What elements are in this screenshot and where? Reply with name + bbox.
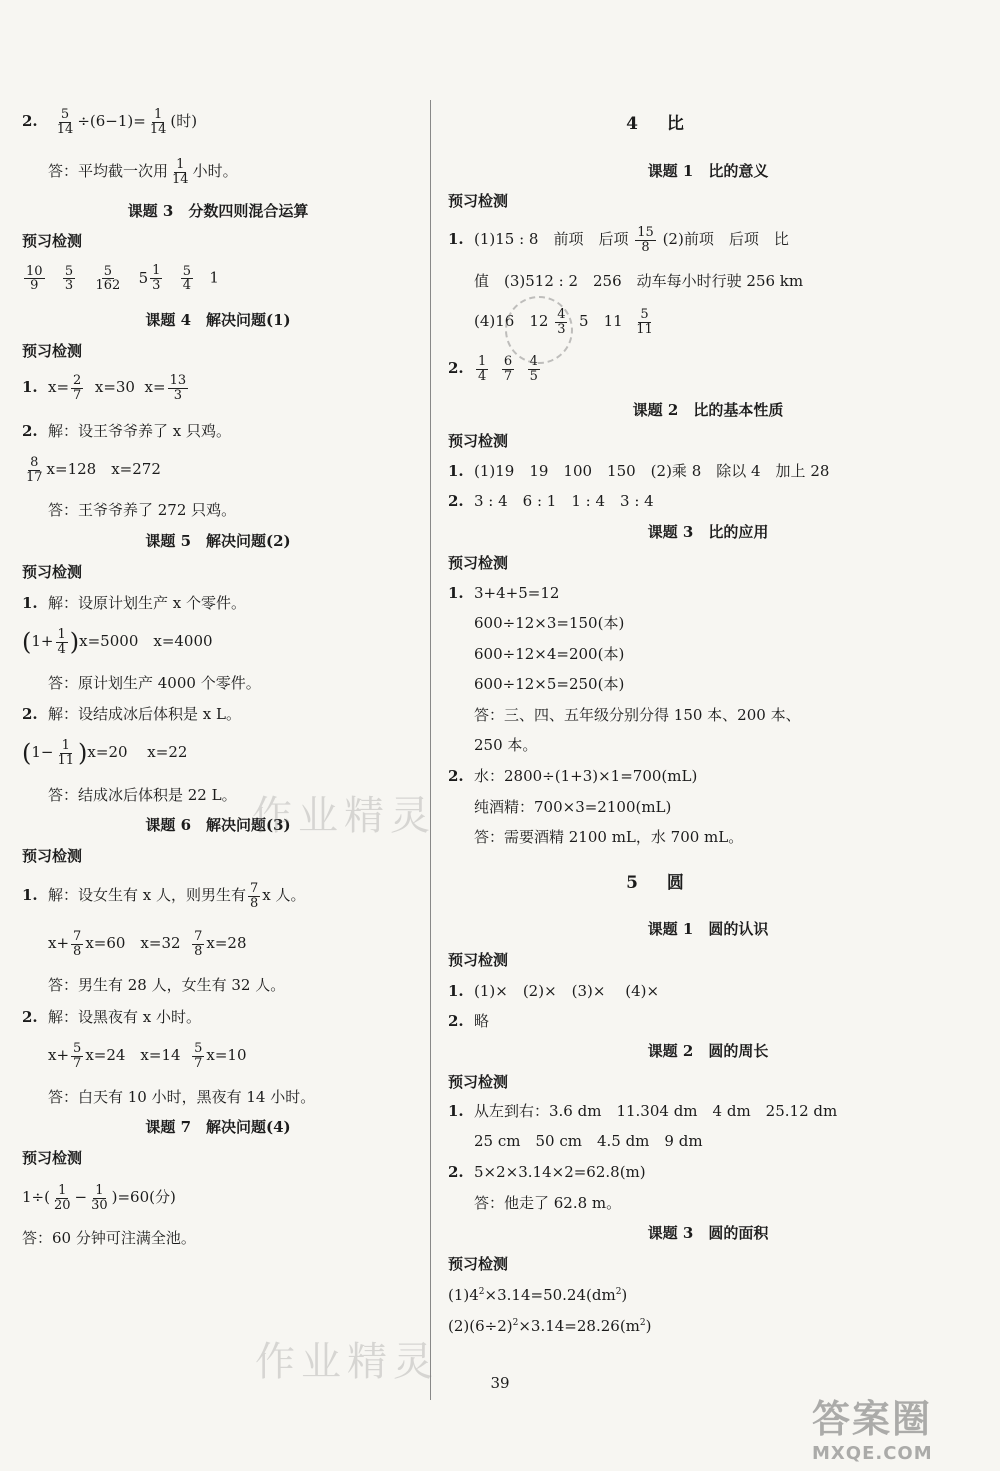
answer-line: $(2)(6\div 2)^2\times 3.14=28.26(m^2)$ <box>448 1317 652 1335</box>
lesson-heading: 课题 6 解决问题(3) <box>145 816 291 834</box>
lesson-heading: 课题 2 圆的周长 <box>647 1042 769 1060</box>
fraction: $\frac{5}{14}$ <box>56 107 74 137</box>
answer-line: 2. 解：设王爷爷养了 x 只鸡。 <box>22 422 231 440</box>
lesson-heading: 课题 3 圆的面积 <box>647 1224 769 1242</box>
answer-line: 2. $\frac{1}{4}$ $\frac{6}{7}$ $\frac{4}{5}$ <box>448 354 538 384</box>
answer-line: 2. 略 <box>448 1012 490 1030</box>
answer-line: (1+ $\frac{1}{4}$ )x=5000 x=4000 <box>22 627 213 657</box>
answer-line: 纯酒精：700×3=2100(mL) <box>474 798 672 816</box>
lesson-heading: 课题 1 比的意义 <box>647 162 769 180</box>
watermark: 作业精灵 <box>255 1339 439 1385</box>
answer-line: 2. 解：设黑夜有 x 小时。 <box>22 1008 201 1026</box>
watermark: 作业精灵 <box>252 793 436 839</box>
answer-line: 600÷12×3=150(本) <box>474 614 625 632</box>
answer-line: $\frac{10}{9}$ $\frac{5}{3}$ $\frac{5}{162}$ 5 $\frac{1}{3}$ $\frac{5}{4}$ 1 <box>26 263 219 294</box>
answer-line: 2. 解：设结成冰后体积是 x L。 <box>22 705 241 723</box>
answer-line: $(1)4^2\times 3.14=50.24(dm^2)$ <box>448 1286 628 1304</box>
answer-line: 答：原计划生产 4000 个零件。 <box>48 674 261 692</box>
answer-line: 2. $\frac{5}{14}$ ÷(6−1)= $\frac{1}{14}$ (时) <box>22 107 198 137</box>
section-label: 预习检测 <box>22 847 83 865</box>
site-logo <box>812 1388 988 1463</box>
answer-line: 答：结成冰后体积是 22 L。 <box>48 786 237 804</box>
lesson-heading: 课题 3 比的应用 <box>647 523 769 541</box>
answer-line: 1. 解：设原计划生产 x 个零件。 <box>22 594 246 612</box>
section-label: 预习检测 <box>448 432 509 450</box>
lesson-heading: 课题 2 比的基本性质 <box>632 401 784 419</box>
answer-line: 答：三、四、五年级分别分得 150 本、200 本、 <box>474 706 801 724</box>
chapter-heading: 4 比 <box>626 114 690 134</box>
lesson-heading: 课题 4 解决问题(1) <box>145 311 291 329</box>
lesson-heading: 课题 3 分数四则混合运算 <box>127 202 309 220</box>
answer-line: 1. x= $\frac{2}{7}$ x=30 x= $\frac{13}{3}$ <box>22 373 187 403</box>
answer-line: $\frac{8}{17}$ x=128 x=272 <box>26 455 161 485</box>
answer-line: 2. 水：2800÷(1+3)×1=700(mL) <box>448 767 698 785</box>
answer-line: 答：60 分钟可注满全池。 <box>22 1229 196 1247</box>
answer-line: 1. (1)19 19 100 150 (2)乘 8 除以 4 加上 28 <box>448 462 830 480</box>
answer-line: 250 本。 <box>474 736 538 754</box>
section-label: 预习检测 <box>22 232 83 250</box>
section-label: 预习检测 <box>22 1149 83 1167</box>
lesson-heading: 课题 7 解决问题(4) <box>145 1118 291 1136</box>
stamp-mark <box>505 296 573 364</box>
section-label: 预习检测 <box>448 951 509 969</box>
answer-line: (4)16 12 $\frac{4}{3}$ 5 11 $\frac{5}{11}$ <box>474 307 653 337</box>
answer-line: (1− $\frac{1}{11}$ )x=20 x=22 <box>22 738 188 768</box>
section-label: 预习检测 <box>22 563 83 581</box>
fraction: $\frac{1}{14}$ <box>172 157 189 187</box>
answer-line: 答：男生有 28 人，女生有 32 人。 <box>48 976 286 994</box>
column-divider <box>430 100 431 1400</box>
answer-line: 25 cm 50 cm 4.5 dm 9 dm <box>474 1132 703 1150</box>
fraction: $\frac{1}{14}$ <box>149 107 167 137</box>
answer-line: 值 (3)512 : 2 256 动车每小时行驶 256 km <box>474 272 804 290</box>
chapter-heading: 5 圆 <box>626 873 690 893</box>
answer-line: 1. 解：设女生有 x 人，则男生有 $\frac{7}{8}$ x 人。 <box>22 881 306 911</box>
answer-line: x+ $\frac{5}{7}$ x=24 x=14 $\frac{5}{7}$ x=10 <box>48 1041 247 1071</box>
answer-line: x+ $\frac{7}{8}$ x=60 x=32 $\frac{7}{8}$ x=28 <box>48 929 247 959</box>
answer-line: 1. (1)× (2)× (3)× (4)× <box>448 982 660 1000</box>
answer-line: 1. 3+4+5=12 <box>448 584 560 602</box>
answer-line: 答：王爷爷养了 272 只鸡。 <box>48 501 237 519</box>
answer-line: 2. 5×2×3.14×2=62.8(m) <box>448 1163 646 1181</box>
item-number: 2. <box>22 112 38 131</box>
answer-line: 答：需要酒精 2100 mL，水 700 mL。 <box>474 828 744 846</box>
answer-line: 1÷( $\frac{1}{20}$ − $\frac{1}{30}$ )=60(分) <box>22 1183 176 1213</box>
lesson-heading: 课题 1 圆的认识 <box>647 920 769 938</box>
section-label: 预习检测 <box>448 192 509 210</box>
section-label: 预习检测 <box>448 1255 509 1273</box>
section-label: 预习检测 <box>448 1073 509 1091</box>
answer-line: 600÷12×5=250(本) <box>474 675 625 693</box>
logo-domain-text: MXQE.COM <box>812 1443 933 1464</box>
section-label: 预习检测 <box>448 554 509 572</box>
answer-line: 1. (1)15 : 8 前项 后项 $\frac{15}{8}$ (2)前项 后项 比 <box>448 225 789 255</box>
answer-line: 1. 从左到右：3.6 dm 11.304 dm 4 dm 25.12 dm <box>448 1102 838 1120</box>
answer-line: 答：平均截一次用 $\frac{1}{14}$ 小时。 <box>48 157 238 187</box>
page-number: 39 <box>490 1374 510 1392</box>
lesson-heading: 课题 5 解决问题(2) <box>145 532 291 550</box>
answer-line: 600÷12×4=200(本) <box>474 645 625 663</box>
answer-line: 2. 3 : 4 6 : 1 1 : 4 3 : 4 <box>448 492 654 510</box>
logo-main-text: 答案圈 <box>812 1397 933 1441</box>
answer-line: 答：他走了 62.8 m。 <box>474 1194 622 1212</box>
section-label: 预习检测 <box>22 342 83 360</box>
answer-line: 答：白天有 10 小时，黑夜有 14 小时。 <box>48 1088 316 1106</box>
